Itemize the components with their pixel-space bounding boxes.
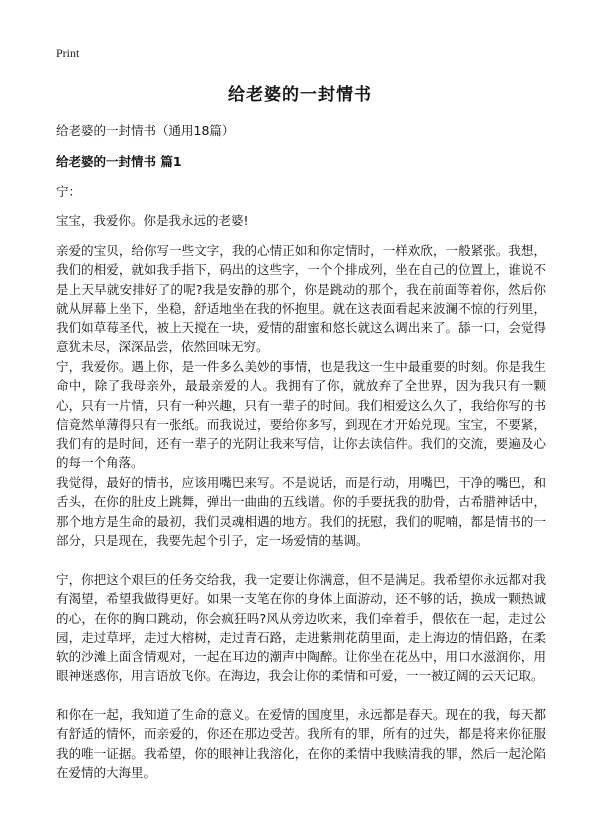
paragraph: 宁，你把这个艰巨的任务交给我，我一定要让你满意，但不是满足。我希望你永远都对我有渴望，希望我做得更好。如果一支笔在你的身体上面游动，还不够的话，换成一颗热诚的心，在你的胸口跳动，你会疯狂吗?风从旁边吹来，我们牵着手，偎依在一起，走过公园，走过草坪，走过大榕树，走过青石路，走进紫荆花荫里面，走上海边的情侣路，在柔软的沙滩上面含情观对，一起在耳边的潮声中陶醉。让你坐在花丛中，用口水滋润你，用眼神迷惑你，用言语放飞你。在海边，我会让你的柔情和可爱，一一被辽阔的云天记取。	[56, 572, 546, 684]
paragraph: 和你在一起，我知道了生命的意义。在爱情的国度里，永远都是春天。现在的我，每天都有舒适的情怀，而亲爱的，你还在那边受苦。我所有的罪，所有的过失，都是将来你征服我的唯一证据。我希望，你的眼神让我溶化，在你的柔情中我赎清我的罪，然后一起沦陷在爱情的大海里。	[56, 707, 546, 780]
document-subtitle: 给老婆的一封情书（通用18篇）	[56, 123, 235, 138]
paragraph: 宝宝，我爱你。你是我永远的老婆!	[56, 213, 249, 228]
print-label: Print	[56, 46, 80, 60]
page-title: 给老婆的一封情书	[228, 85, 372, 105]
paragraph: 亲爱的宝贝，给你写一些文字，我的心情正如和你定情时，一样欢欣，一般紧张。我想，我们的相爱，就如我手指下，码出的这些字，一个个排成列，坐在自己的位置上，谁说不是上天早就安排好了的呢?我是安静的那个，你是跳动的那个，我在前面等着你，然后你就从屏幕上坐下，坐稳，舒适地坐在我的怀抱里。就在这表面看起来波澜不惊的行列里，我们如草莓圣代，被上天搅在一块，爱情的甜蜜和悠长就这么调出来了。舔一口，会觉得意犹未尽，深深品尝，依然回味无穷。	[56, 243, 546, 355]
section-heading: 给老婆的一封情书 篇1	[56, 154, 182, 169]
paragraph: 宁，我爱你。遇上你，是一件多么美妙的事情，也是我这一生中最重要的时刻。你是我生命中，除了我母亲外，最最亲爱的人。我拥有了你，就放弃了全世界，因为我只有一颗心，只有一片情，只有一种兴趣，只有一辈子的时间。我们相爱这么久了，我给你写的书信竟然单薄得只有一张纸。而我说过，要给你多写，到现在才开始兑现。宝宝，不要紧，我们有的是时间，还有一辈子的光阴让我来写信，让你去读信件。我们的交流，要遍及心的每一个角落。	[56, 359, 546, 471]
paragraph: 我觉得，最好的情书，应该用嘴巴来写。不是说话，而是行动，用嘴巴，干净的嘴巴，和舌头，在你的肚皮上跳舞，弹出一曲曲的五线谱。你的手要抚我的肋骨，古希腊神话中，那个地方是生命的最初，我们灵魂相遇的地方。我们的抚慰，我们的呢喃，都是情书的一部分，只是现在，我要先起个引子，定一场爱情的基调。	[56, 475, 546, 548]
salutation: 宁：	[56, 184, 82, 199]
